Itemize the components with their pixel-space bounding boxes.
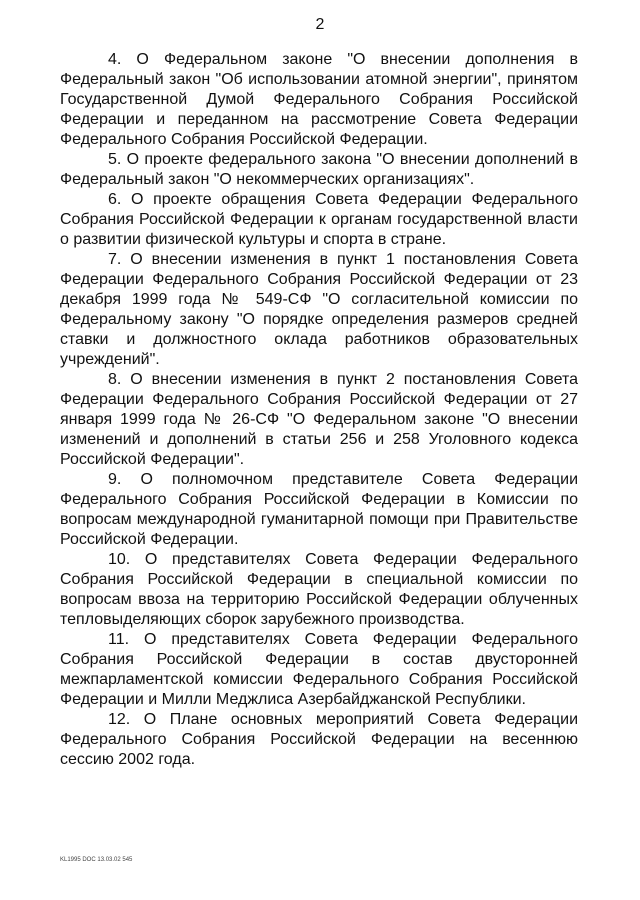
document-footer-code: KL1995 DOC 13.03.02 545: [60, 857, 133, 863]
agenda-list: [60, 50, 578, 770]
agenda-item-5: 5. О проекте федерального закона "О внесении дополнений в Федеральный закон "О некоммерческих организациях".: [60, 151, 578, 188]
agenda-item-11: 11. О представителях Совета Федерации Федерального Собрания Российской Федерации в состав двусторонней межпарламентской комиссии Федерального Собрания Российской Федерации и Милли Меджлиса Азербайджанской Республики.: [60, 631, 578, 708]
agenda-item-4: 4. О Федеральном законе "О внесении дополнения в Федеральный закон "Об использовании атомной энергии", принятом Государственной Думой Федерального Собрания Российской Федерации и переданном на рассмотрение Совета Федерации Федерального Собрания Российской Федерации.: [60, 51, 578, 148]
agenda-item-6: 6. О проекте обращения Совета Федерации Федерального Собрания Российской Федерации к органам государственной власти о развитии физической культуры и спорта в стране.: [60, 191, 578, 248]
agenda-item-7: 7. О внесении изменения в пункт 1 постановления Совета Федерации Федерального Собрания Российской Федерации от 23 декабря 1999 года № 549-СФ "О согласительной комиссии по Федеральному закону "О порядке определения размеров средней ставки и должностного оклада работников образовательных учреждений".: [60, 251, 578, 368]
agenda-item-8: 8. О внесении изменения в пункт 2 постановления Совета Федерации Федерального Собрания Российской Федерации от 27 января 1999 года № 26-СФ "О Федеральном законе "О внесении изменений и дополнений в статьи 256 и 258 Уголовного кодекса Российской Федерации".: [60, 371, 578, 468]
agenda-item-12: 12. О Плане основных мероприятий Совета Федерации Федерального Собрания Российской Федерации на весеннюю сессию 2002 года.: [60, 711, 578, 768]
agenda-item-10: 10. О представителях Совета Федерации Федерального Собрания Российской Федерации в специальной комиссии по вопросам ввоза на территорию Российской Федерации облученных тепловыделяющих сборок зарубежного производства.: [60, 551, 578, 628]
page-number: 2: [315, 16, 325, 33]
agenda-item-9: 9. О полномочном представителе Совета Федерации Федерального Собрания Российской Федерации в Комиссии по вопросам международной гуманитарной помощи при Правительстве Российской Федерации.: [60, 471, 578, 548]
